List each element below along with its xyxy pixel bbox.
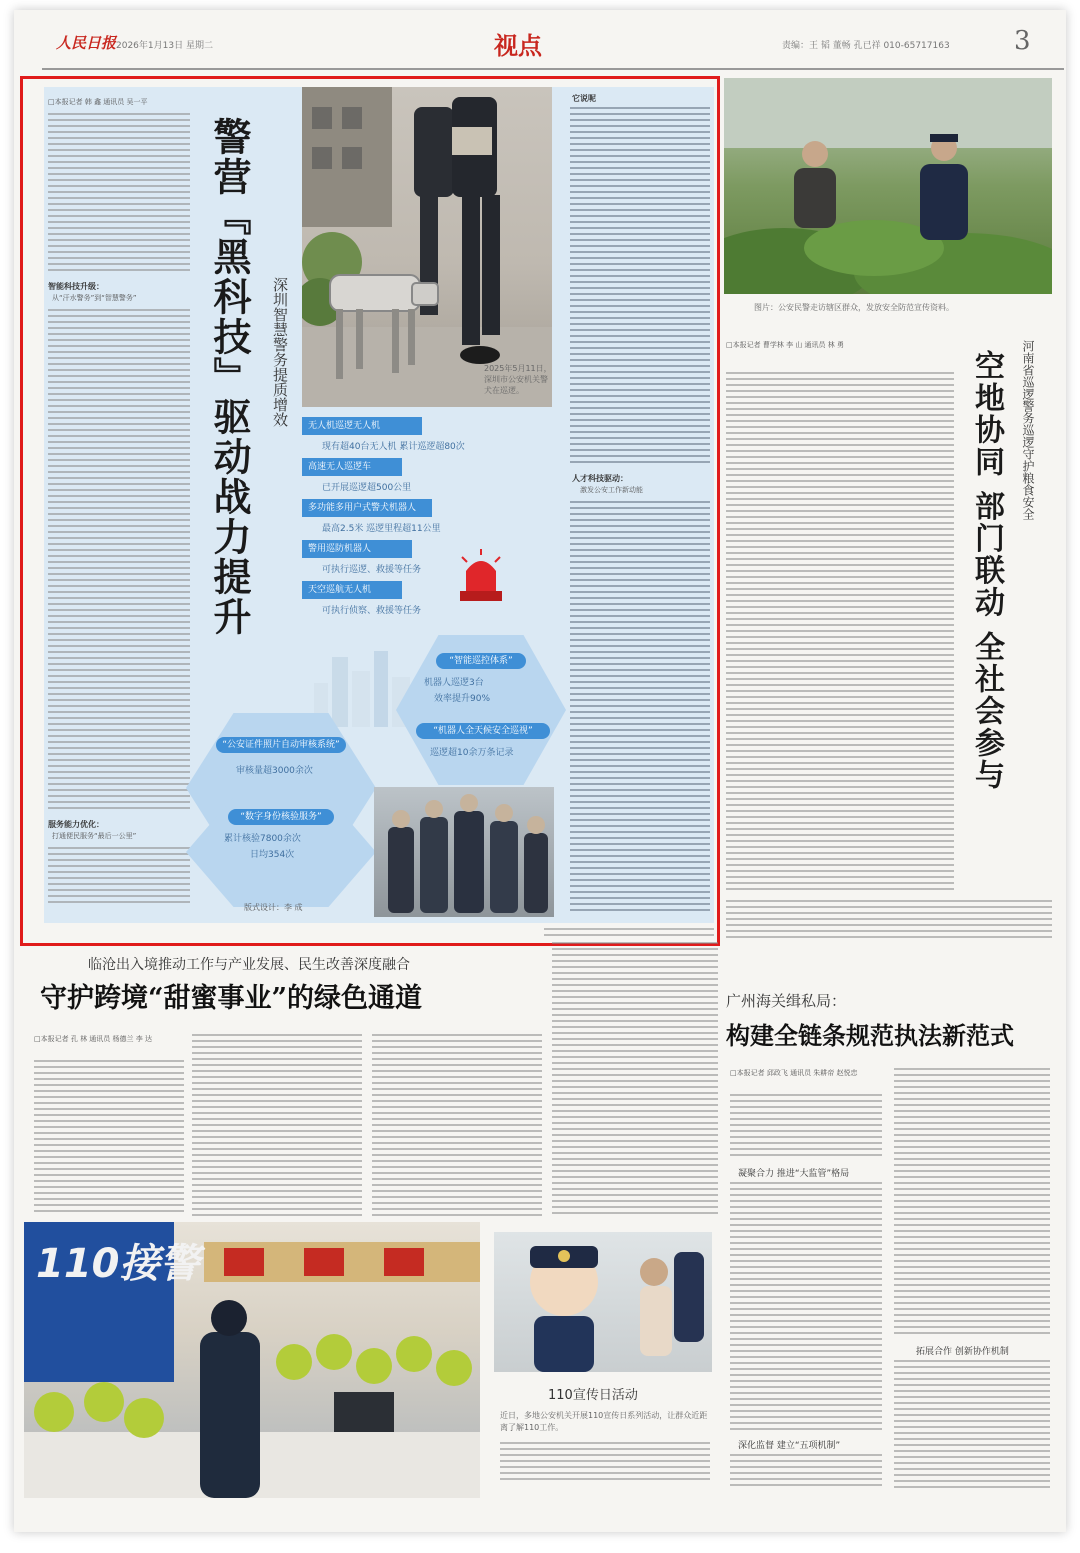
top-right-title: 空地协同 部门联动 全社会参与 bbox=[969, 350, 1004, 791]
feature-section-sub-1: 从“汗水警务”到“智慧警务” bbox=[52, 294, 137, 302]
story2-body-text bbox=[34, 1060, 184, 1216]
hexagon-3-title: “数字身份核验服务” bbox=[228, 809, 334, 825]
editor-credits: 责编：王 韬 董畅 孔已祥 010-65717163 bbox=[782, 41, 950, 51]
top-right-photo-caption: 图片：公安民警走访辖区群众，发放安全防范宣传资料。 bbox=[754, 303, 954, 312]
feature-section-label-3: 人才科技驱动： bbox=[572, 474, 628, 483]
hexagon-3-line-a: 累计核验7800余次 bbox=[224, 834, 301, 844]
design-credit: 版式设计：李 成 bbox=[244, 903, 303, 912]
hexagon-1-title-2: “机器人全天候安全巡视” bbox=[416, 723, 550, 739]
story3-section-label-1: 凝聚合力 推进“大监管”格局 bbox=[738, 1169, 850, 1179]
sign-110: 110接警 bbox=[36, 1241, 200, 1287]
bottom-caption-title: 110宣传日活动 bbox=[548, 1388, 638, 1403]
bottom-caption-lines bbox=[500, 1442, 710, 1482]
top-right-body-text bbox=[726, 372, 954, 892]
story3-kicker: 广州海关缉私局： bbox=[726, 992, 847, 1010]
hexagon-1-line-b: 效率提升90% bbox=[434, 694, 491, 704]
data-stat-1: 现有超40台无人机 累计巡逻超80次 bbox=[322, 442, 465, 452]
story3-body-text bbox=[730, 1094, 882, 1160]
feature-section-sub-3: 激发公安工作新动能 bbox=[580, 486, 643, 494]
feature-section-label-2: 服务能力优化： bbox=[48, 820, 104, 829]
feature-section-label-1: 智能科技升级： bbox=[48, 282, 104, 291]
hexagon-2-title: “公安证件照片自动审核系统” bbox=[216, 737, 346, 753]
story2-title: 守护跨境“甜蜜事业”的绿色通道 bbox=[40, 983, 423, 1014]
data-stat-5: 可执行侦察、救援等任务 bbox=[322, 606, 422, 616]
data-stat-4: 可执行巡逻、救援等任务 bbox=[322, 565, 422, 575]
hexagon-3-line-b: 日均354次 bbox=[250, 850, 295, 860]
bottom-middle-photo bbox=[494, 1232, 712, 1372]
story3-body-text bbox=[730, 1454, 882, 1490]
story3-body-text bbox=[730, 1182, 882, 1432]
story2-body-text bbox=[372, 1034, 542, 1216]
continued-body-text bbox=[544, 928, 714, 940]
feature-byline: □本报记者 韩 鑫 通讯员 吴一平 bbox=[48, 98, 148, 106]
hexagon-1-title: “智能巡控体系” bbox=[436, 653, 526, 669]
story3-section-label-2: 拓展合作 创新协作机制 bbox=[916, 1347, 1009, 1357]
masthead-rule bbox=[42, 68, 1064, 70]
newspaper-logo: 人民日报 bbox=[56, 34, 117, 52]
story2-kicker: 临沧出入境推动工作与产业发展、民生改善深度融合 bbox=[88, 957, 410, 973]
newspaper-page bbox=[14, 10, 1066, 1532]
feature-photo-caption: 2025年5月11日，深圳市公安机关警犬在巡逻。 bbox=[484, 364, 552, 395]
top-right-body-text bbox=[726, 900, 1052, 940]
story2-byline: □本报记者 孔 林 通讯员 杨德兰 李 达 bbox=[34, 1035, 152, 1043]
story2-body-text bbox=[552, 942, 718, 1216]
data-stat-2: 已开展巡逻超500公里 bbox=[322, 483, 412, 493]
data-bar-1: 无人机巡逻无人机 bbox=[302, 417, 422, 435]
feature-subtitle: 深圳智慧警务提质增效 bbox=[271, 277, 289, 427]
data-bar-3: 多功能多用户式警犬机器人 bbox=[302, 499, 432, 517]
hexagon-1-line-a: 机器人巡逻3台 bbox=[424, 678, 484, 688]
data-bar-4: 警用巡防机器人 bbox=[302, 540, 412, 558]
section-title: 视点 bbox=[494, 32, 542, 60]
issue-date: 2026年1月13日 星期二 bbox=[116, 41, 213, 51]
story3-body-text bbox=[894, 1360, 1050, 1490]
bottom-caption-text: 近日，多地公安机关开展110宣传日系列活动，让群众近距离了解110工作。 bbox=[500, 1411, 708, 1432]
top-right-photo bbox=[724, 78, 1052, 294]
top-right-byline: □本报记者 曹学林 李 山 通讯员 林 勇 bbox=[726, 341, 844, 349]
hexagon-1-line-c: 巡逻超10余万条记录 bbox=[430, 748, 514, 758]
highlight-box bbox=[20, 76, 720, 946]
feature-title: 警营『黑科技』驱动战力提升 bbox=[207, 117, 252, 637]
page-number: 3 bbox=[1014, 26, 1031, 56]
story3-section-label-3: 深化监督 建立“五项机制” bbox=[738, 1441, 841, 1451]
mascot-photo bbox=[494, 1232, 712, 1372]
feature-right-label: 它说呢 bbox=[572, 94, 596, 103]
story3-byline: □本报记者 邱政飞 通讯员 朱耕帝 赵悦忠 bbox=[730, 1069, 858, 1077]
data-bar-5: 天空巡航无人机 bbox=[302, 581, 402, 599]
story3-body-text bbox=[894, 1068, 1050, 1338]
story2-body-text bbox=[192, 1034, 362, 1216]
story3-title: 构建全链条规范执法新范式 bbox=[726, 1021, 1014, 1050]
farmer-police-photo bbox=[724, 78, 1052, 294]
data-stat-3: 最高2.5米 巡逻里程超11公里 bbox=[322, 524, 441, 534]
hexagon-2-line: 审核量超3000余次 bbox=[236, 766, 313, 776]
feature-section-sub-2: 打通便民服务“最后一公里” bbox=[52, 832, 137, 840]
top-right-subtitle: 河南省巡逻警务巡逻守护粮食安全 bbox=[1021, 340, 1035, 520]
data-bar-2: 高速无人巡逻车 bbox=[302, 458, 402, 476]
